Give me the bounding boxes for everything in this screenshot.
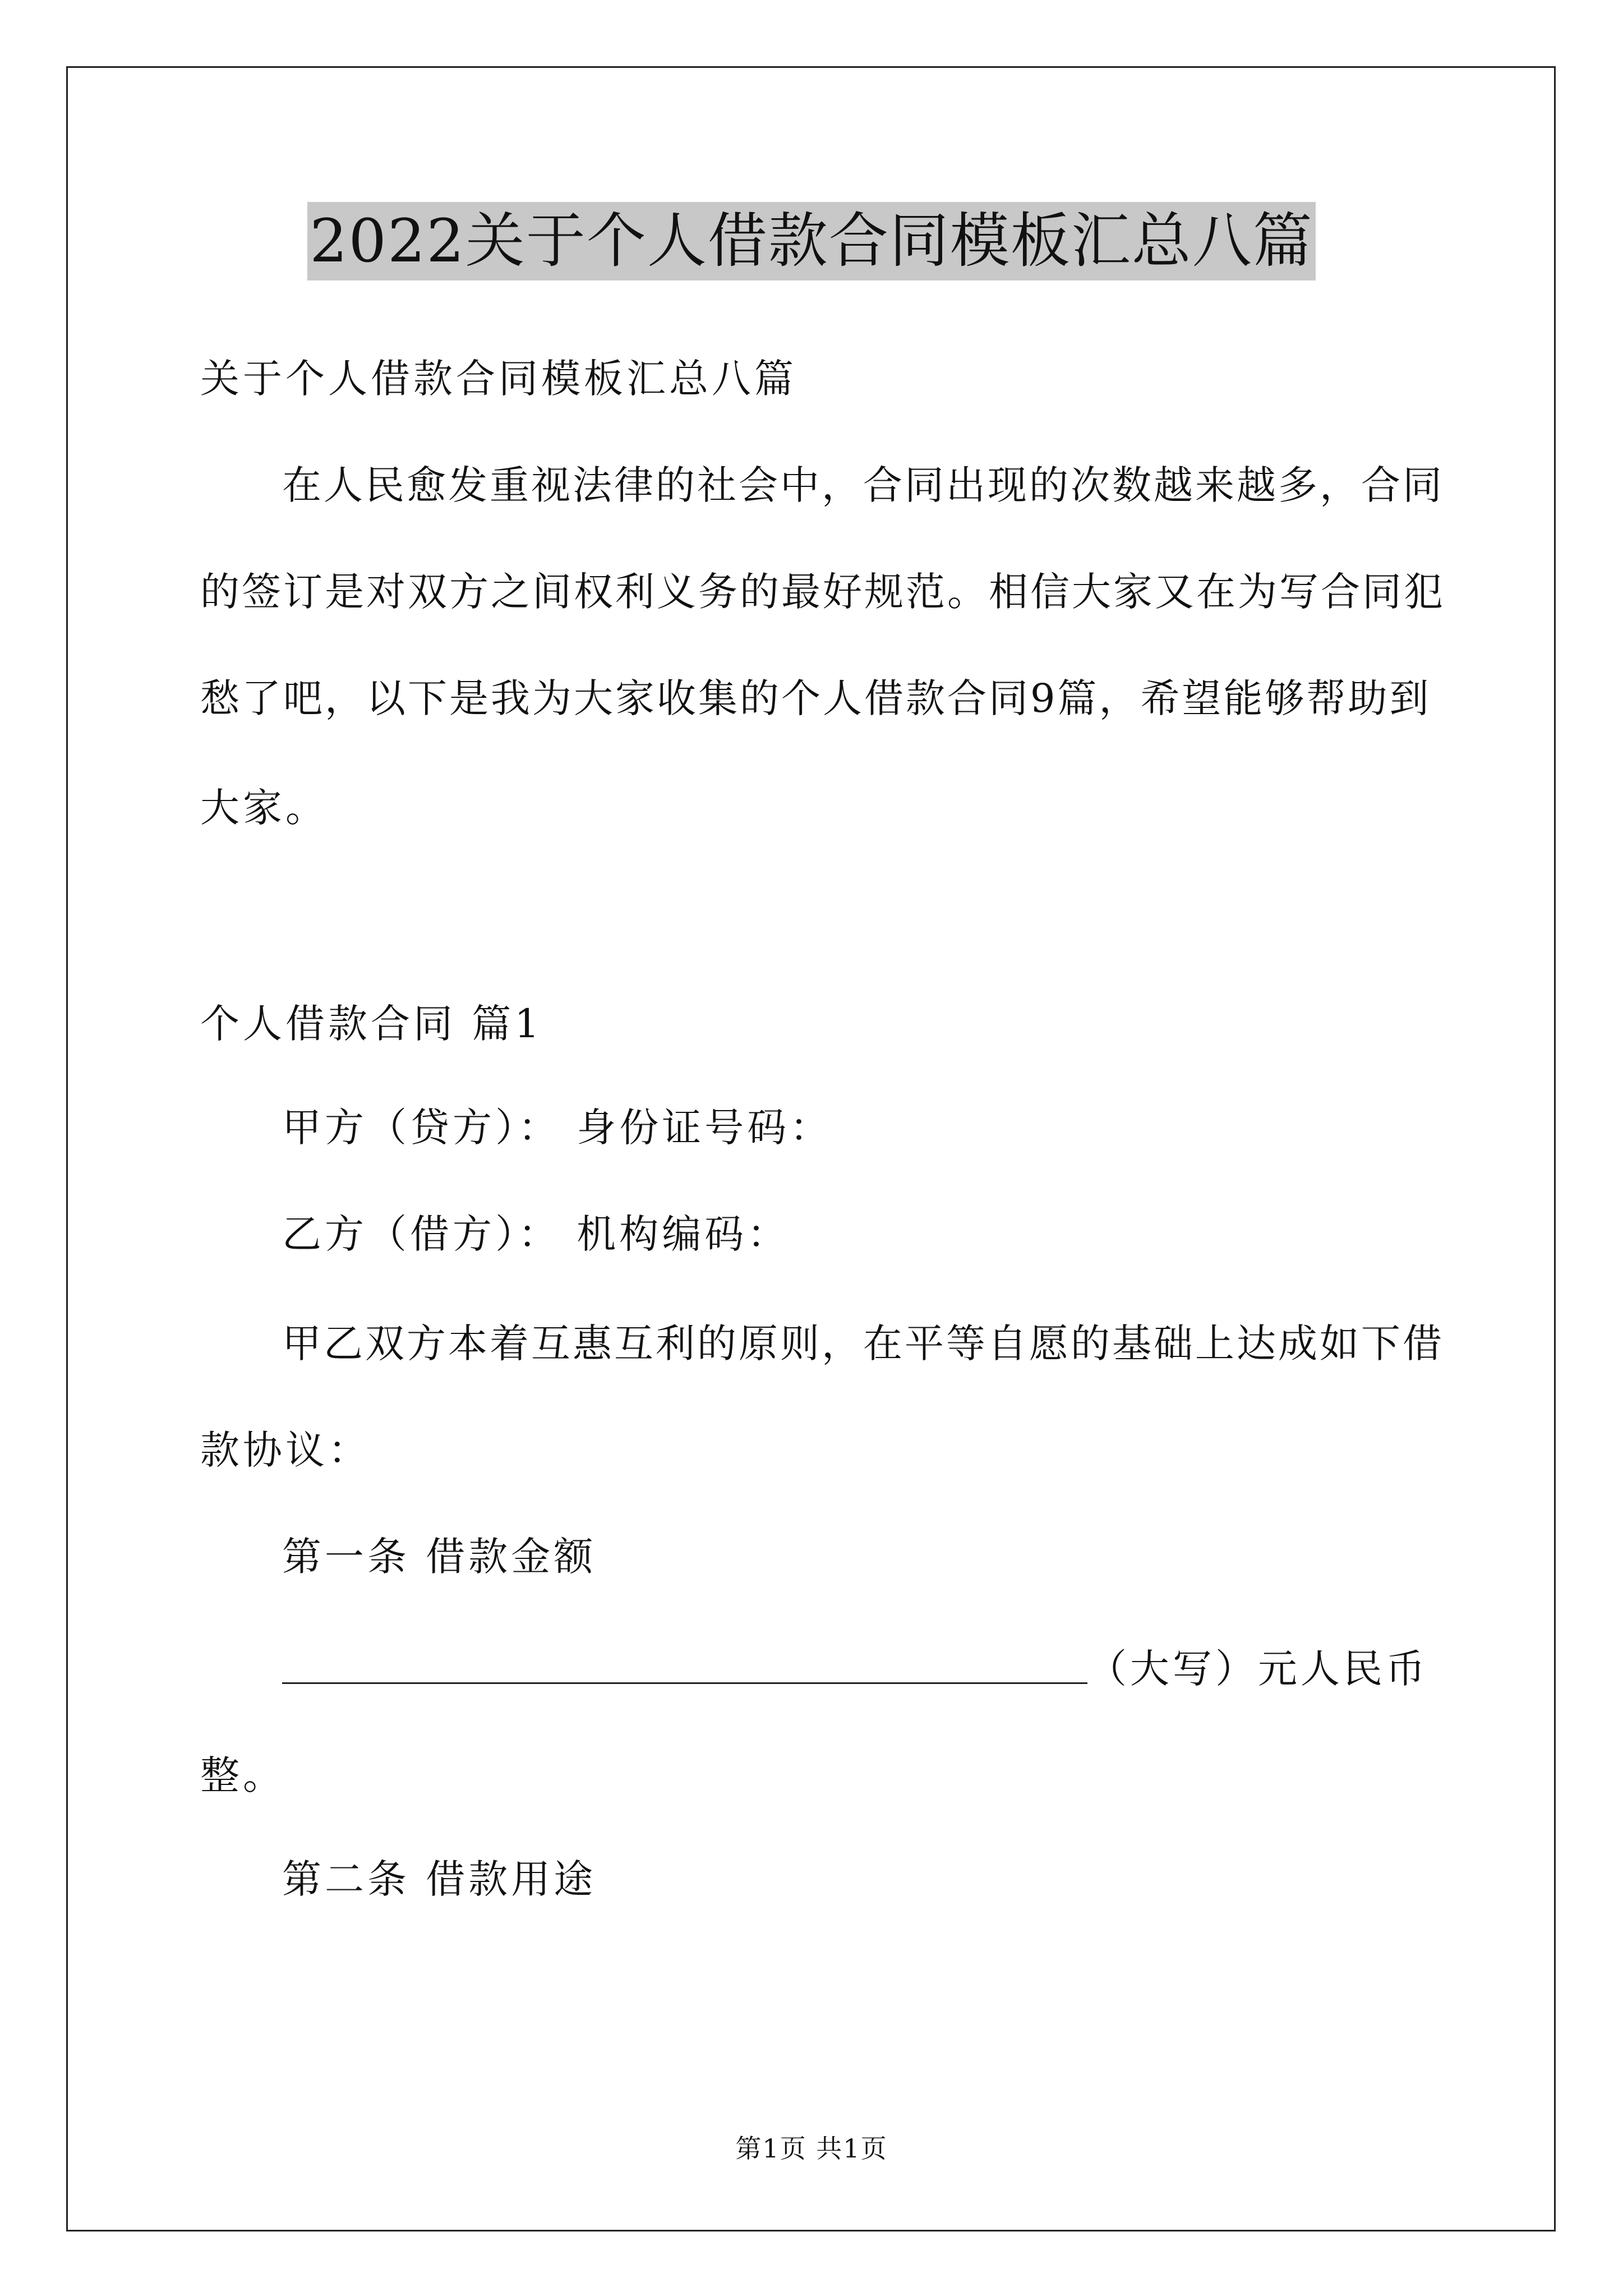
page-footer: 第1页 共1页 (735, 2133, 888, 2164)
article-1-end: 整。 (200, 1752, 285, 1798)
article-2-heading: 第二条 借款用途 (282, 1856, 597, 1902)
amount-blank-suffix: （大写）元人民币 (1087, 1646, 1428, 1692)
party-b-line: 乙方（借方）： 机构编码： (282, 1211, 790, 1257)
intro-paragraph-line-4: 大家。 (200, 785, 328, 831)
intro-paragraph-line-2: 的签订是对双方之间权利义务的最好规范。相信大家又在为写合同犯 (200, 569, 1445, 615)
intro-paragraph-line-1: 在人民愈发重视法律的社会中，合同出现的次数越来越多，合同 (282, 462, 1444, 508)
section-heading: 个人借款合同 篇1 (200, 1001, 543, 1047)
document-subtitle: 关于个人借款合同模板汇总八篇 (200, 356, 797, 402)
title-container (0, 202, 1623, 280)
party-a-line: 甲方（贷方）： 身份证号码： (282, 1105, 833, 1151)
amount-fill-row (282, 1644, 1428, 1694)
agreement-line-1: 甲乙双方本着互惠互利的原则，在平等自愿的基础上达成如下借 (282, 1320, 1444, 1366)
article-1-heading: 第一条 借款金额 (282, 1534, 597, 1580)
amount-blank-line (282, 1682, 1087, 1684)
intro-paragraph-line-3: 愁了吧，以下是我为大家收集的个人借款合同9篇，希望能够帮助到 (200, 675, 1431, 721)
agreement-line-2: 款协议： (200, 1427, 371, 1473)
document-title: 2022关于个人借款合同模板汇总八篇 (307, 202, 1316, 280)
